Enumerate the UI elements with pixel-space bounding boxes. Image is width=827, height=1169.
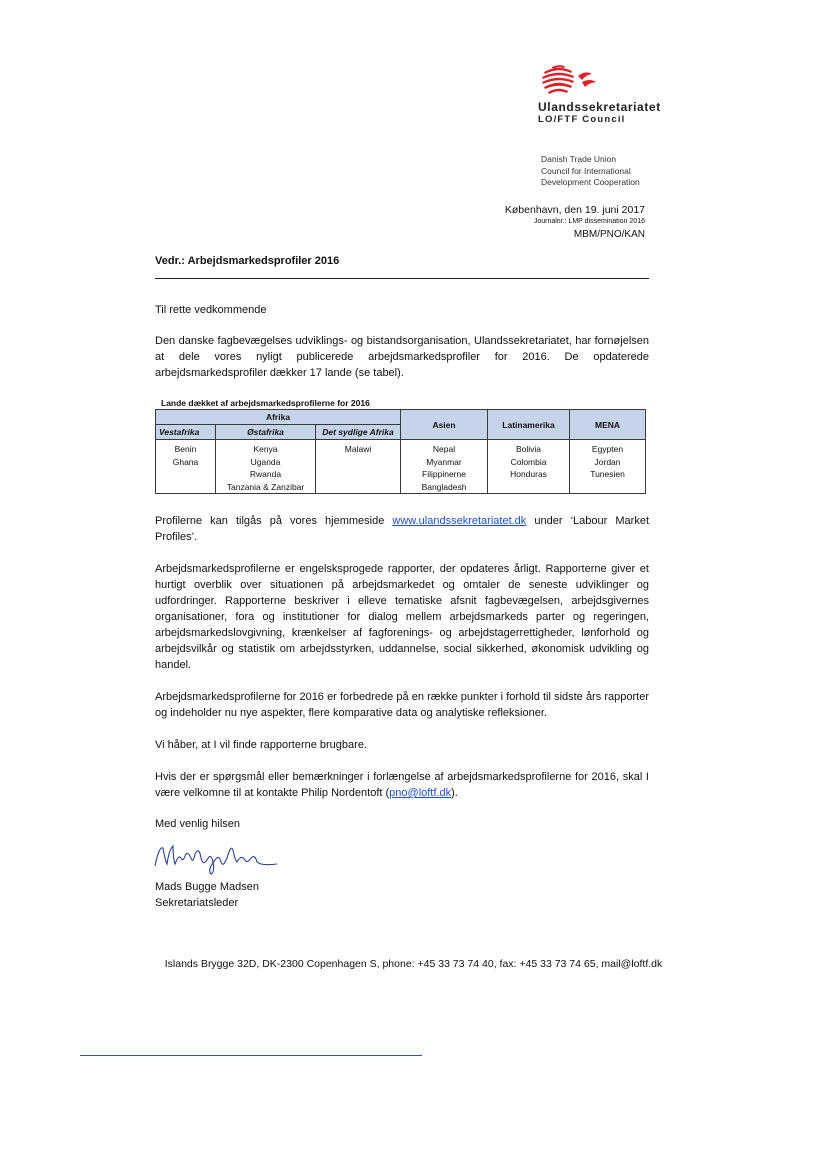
access-text: Profilerne kan tilgås på vores hjemmeside: [155, 515, 393, 527]
country-name: Uganda: [250, 456, 281, 467]
access-paragraph: [155, 513, 649, 545]
country-name: Filippinerne: [422, 469, 466, 479]
region-header-latin-america: Latinamerika: [488, 410, 570, 440]
table-cell-east-africa: [216, 440, 316, 494]
closing: Med venlig hilsen: [155, 818, 240, 830]
signatory-block: [155, 879, 259, 911]
countries-table: [155, 409, 645, 495]
org-description-line: Development Cooperation: [541, 177, 640, 187]
country-name: Colombia: [510, 456, 547, 467]
country-name: Bangladesh: [421, 481, 467, 492]
organization-logo: [538, 62, 688, 98]
table-cell-mena: [570, 440, 646, 494]
country-name: Tanzania & Zanzibar: [226, 481, 305, 492]
subregion-header-southern-africa: Det sydlige Afrika: [316, 425, 401, 440]
org-description-line: Council for International: [541, 165, 631, 176]
contact-paragraph: [155, 769, 649, 801]
country-name: Ghana: [172, 456, 199, 467]
hope-paragraph: Vi håber, at I vil finde rapporterne brugbare.: [155, 739, 367, 751]
table-cell-southern-africa: [316, 440, 401, 494]
contact-text-end: ).: [451, 787, 458, 799]
subject-divider: [155, 278, 649, 279]
country-name: Tunesien: [590, 469, 625, 479]
contact-text: Hvis der er spørgsmål eller bemærkninger i forlængelse af arbejdsmarkedsprofilerne for 2016, skal I være velkomne til at kontakte Philip Nordentoft (: [155, 771, 649, 799]
table-cell-asia: [401, 440, 488, 494]
country-name: Jordan: [594, 456, 621, 467]
country-name: Honduras: [510, 469, 547, 479]
contact-email-link[interactable]: pno@loftf.dk: [389, 787, 452, 799]
intro-paragraph: Den danske fagbevægelses udviklings- og bistandsorganisation, Ulandssekretariatet, har fornøjelsen at dele vores nyligt publicerede arbejdsmarkedsprofiler for 2016. De opdaterede arbejdsmarkedsprofiler dækker 17 lande (se tabel).: [155, 335, 649, 379]
signatory-name: Mads Bugge Madsen: [155, 881, 259, 893]
access-text-end: under ‘Labour Market Profiles’.: [155, 515, 649, 543]
subregion-header-west-africa: Vestafrika: [156, 425, 216, 440]
improvements-paragraph: Arbejdsmarkedsprofilerne for 2016 er forbedrede på en række punkter i forhold til sidste års rapporter og indeholder nu nye aspekter, flere komparative data og analytiske refleksioner.: [155, 691, 649, 719]
table-cell-latin-america: [488, 440, 570, 494]
country-name: Malawi: [344, 444, 372, 454]
africa-group-header: Afrika: [156, 410, 401, 425]
dateline: København, den 19. juni 2017: [504, 204, 645, 216]
initials: MBM/PNO/KAN: [573, 229, 645, 240]
country-name: Myanmar: [426, 456, 462, 467]
country-name: Rwanda: [249, 469, 282, 479]
table-caption: Lande dækket af arbejdsmarkedsprofilerne for 2016: [161, 398, 370, 408]
description-paragraph: Arbejdsmarkedsprofilerne er engelsksprogede rapporter, der opdateres årligt. Rapporterne giver et hurtigt overblik over situationen på arbejdsmarkedet og omtaler de seneste udviklinger og udfordringer. Rapporterne beskriver i elleve tematiske afsnit fagbevægelsen, arbejdsgivernes organisationer, fora og institutioner for dialog mellem arbejdsmarkeds parter og regeringen, arbejdsmarkedslovgivning, krænkelser af fagforenings- og arbejdstagerrettigheder, lønforhold og arbejdsvilkår og statistik om arbejdsstyrken, uddannelse, social sikkerhed, økonomisk udvikling og handel.: [155, 563, 649, 671]
country-name: Bolivia: [515, 444, 542, 454]
footer-address: Islands Brygge 32D, DK-2300 Copenhagen S, phone: +45 33 73 74 40, fax: +45 33 73 74 65, mail@loftf.dk: [164, 958, 663, 970]
handwritten-signature: [151, 836, 281, 881]
country-name: Egypten: [591, 444, 624, 454]
organization-name: Ulandssekretariatet: [538, 100, 661, 114]
region-header-mena: MENA: [570, 410, 646, 440]
organization-description: [541, 154, 681, 189]
org-description-line: Danish Trade Union: [541, 154, 617, 164]
journal-number: Journalnr.: LMP dissemination 2016: [533, 218, 645, 225]
website-link[interactable]: www.ulandssekretariatet.dk: [392, 515, 527, 527]
country-name: Benin: [174, 444, 197, 454]
footnote-divider: [80, 1055, 422, 1056]
country-name: Kenya: [253, 444, 278, 454]
salutation: Til rette vedkommende: [155, 304, 267, 316]
signatory-title: Sekretariatsleder: [155, 897, 239, 909]
region-header-asia: Asien: [401, 410, 488, 440]
subregion-header-east-africa: Østafrika: [216, 425, 316, 440]
subject-line: Vedr.: Arbejdsmarkedsprofiler 2016: [155, 255, 340, 267]
table-cell-west-africa: [156, 440, 216, 494]
country-name: Nepal: [432, 444, 456, 454]
organization-subtitle: LO/FTF Council: [538, 114, 626, 125]
ulandssekretariatet-logo-icon: [538, 62, 598, 98]
